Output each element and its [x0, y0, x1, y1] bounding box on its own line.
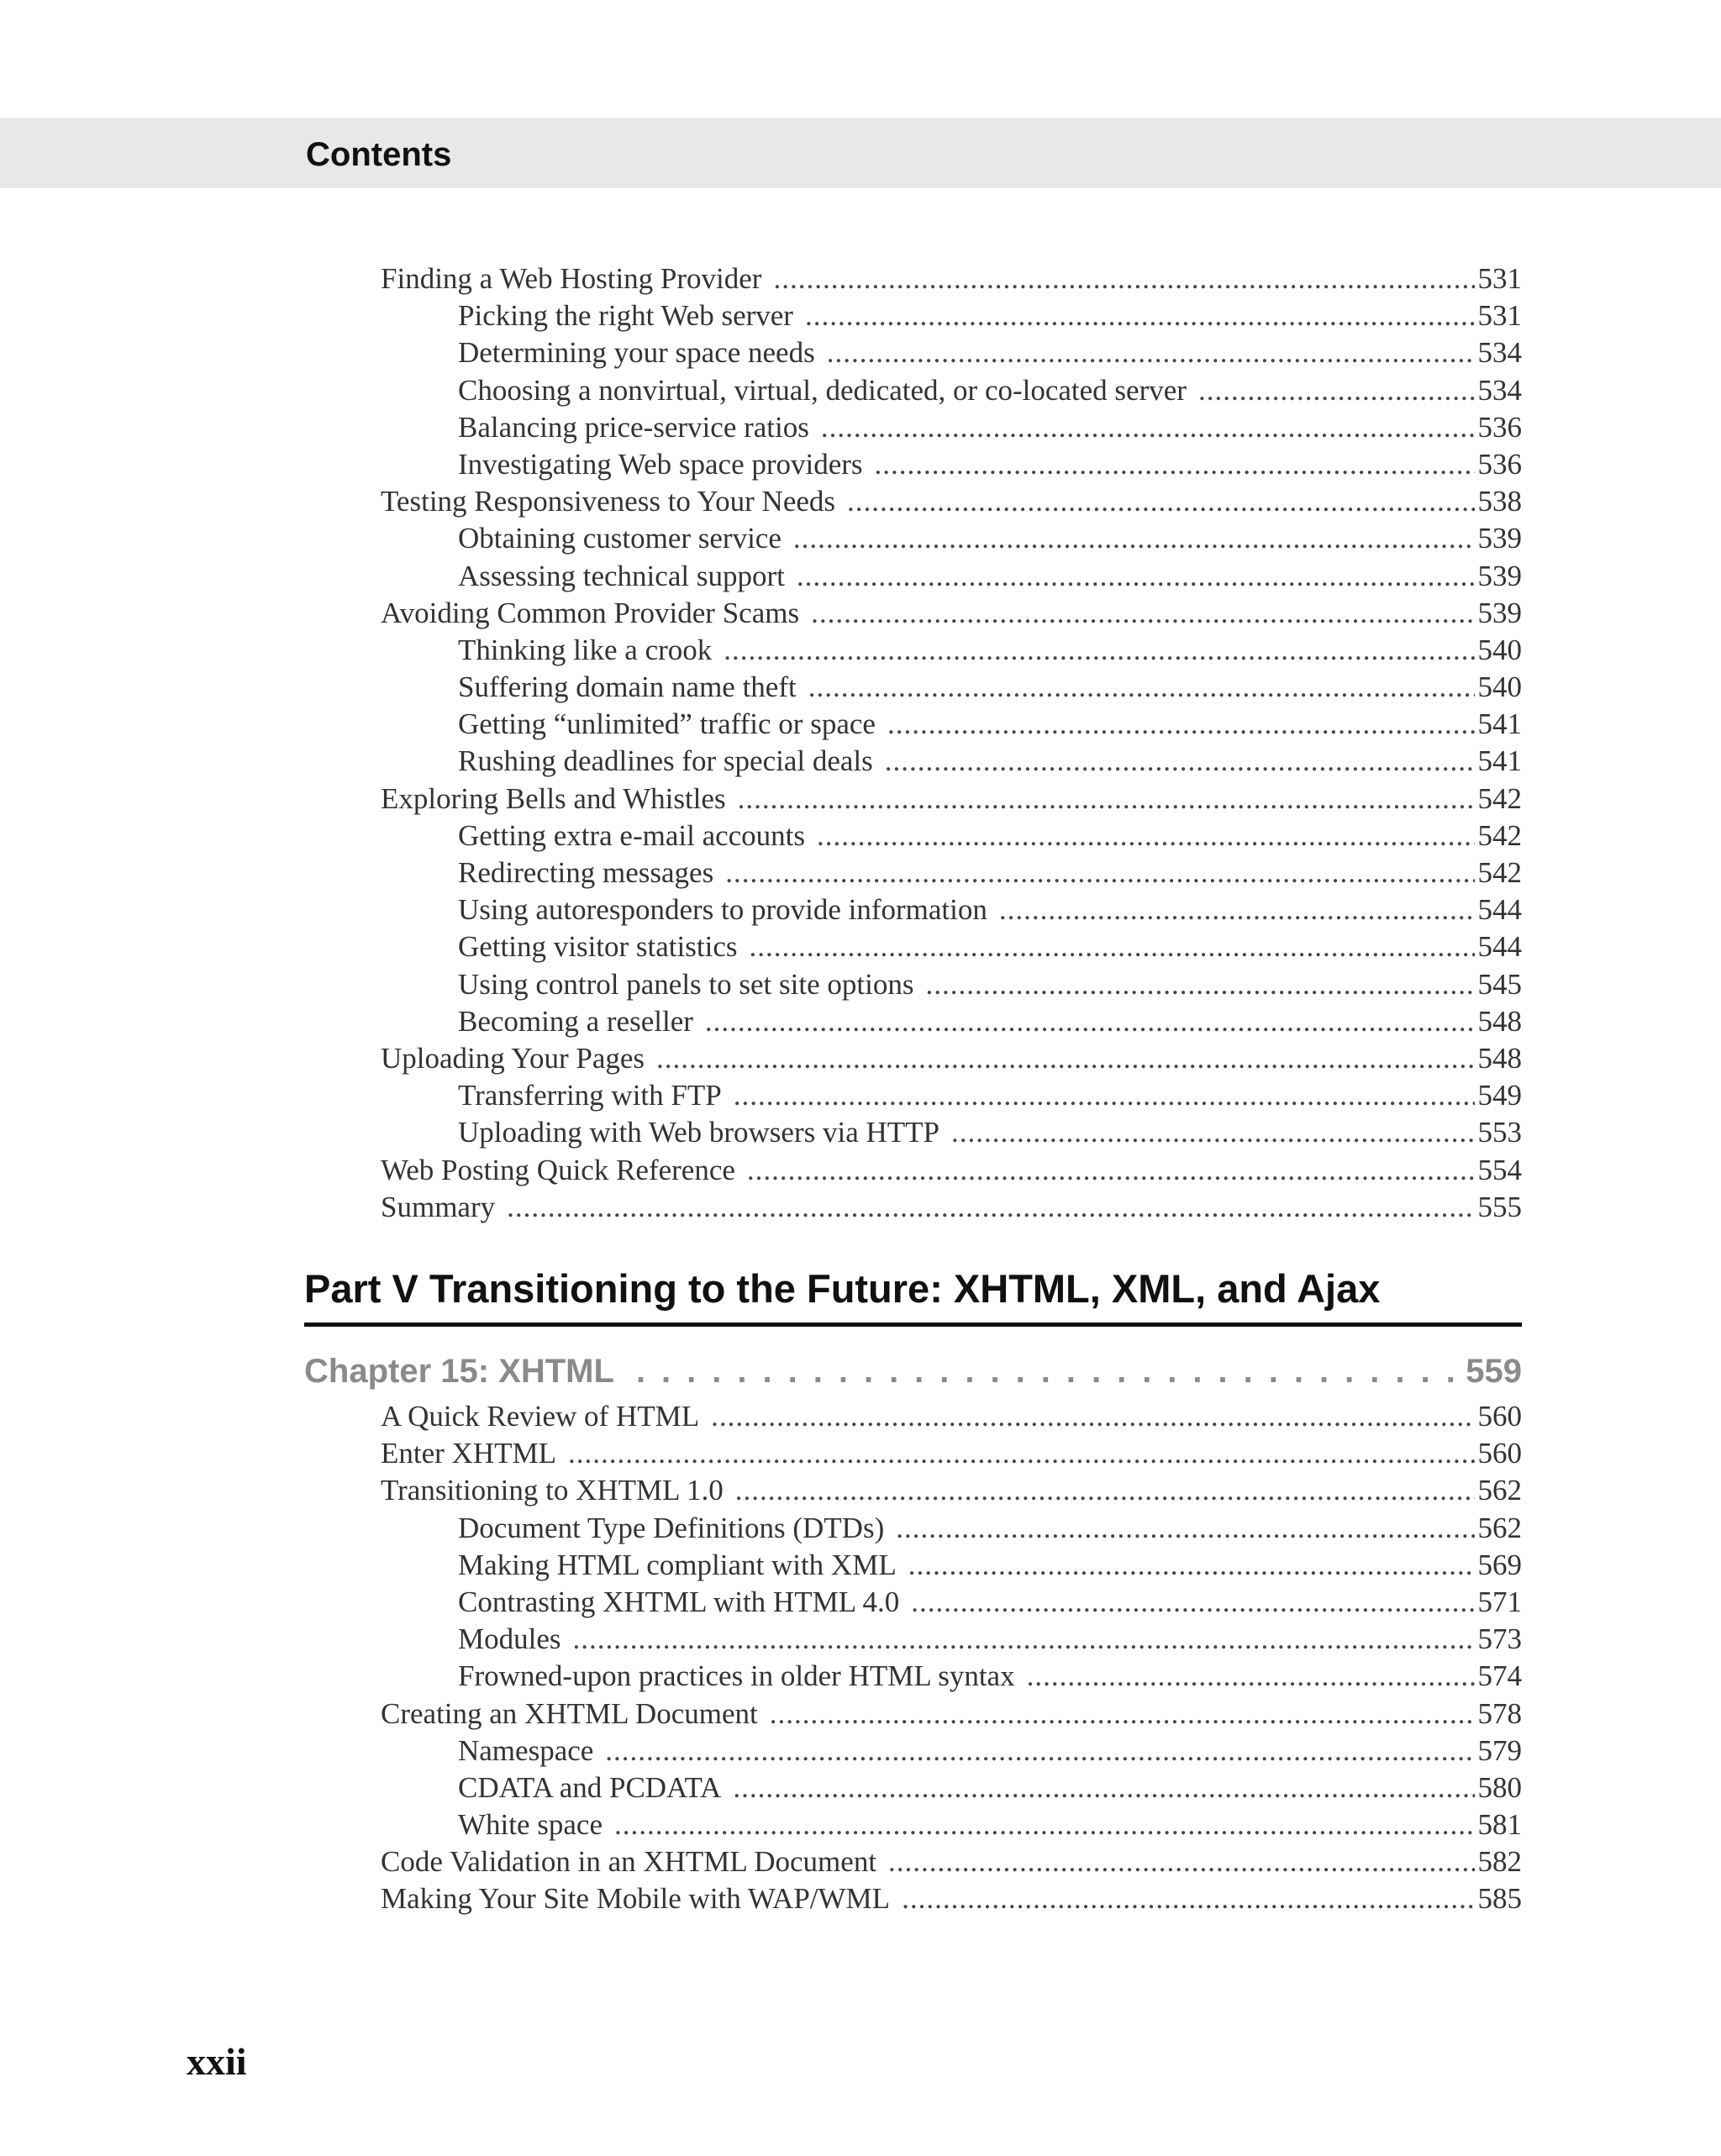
toc-entry-page: 540	[1477, 670, 1522, 704]
toc-entry-page: 544	[1477, 893, 1522, 927]
toc-entry-title: Creating an XHTML Document	[381, 1696, 758, 1730]
toc-entry-title: Enter XHTML	[381, 1437, 556, 1470]
toc-entry-page: 574	[1477, 1659, 1522, 1693]
toc-entry	[381, 485, 1522, 522]
toc-entry-title: Testing Responsiveness to Your Needs	[381, 485, 836, 518]
toc-entry-page: 579	[1477, 1733, 1522, 1767]
toc-leader-dots	[896, 1512, 1474, 1545]
toc-entry	[381, 1400, 1522, 1437]
toc-leader-dots	[568, 1437, 1475, 1470]
toc-entry	[381, 1191, 1522, 1228]
toc-entry	[381, 1882, 1522, 1919]
toc-leader-dots	[793, 522, 1475, 555]
toc-entry-page: 548	[1477, 1004, 1522, 1038]
toc-leader-dots	[614, 1808, 1475, 1842]
toc-entry-page: 539	[1477, 522, 1522, 555]
toc-entry-title: Redirecting messages	[458, 856, 714, 889]
toc-entry-page: 541	[1477, 744, 1522, 778]
toc-entry-page: 542	[1477, 781, 1522, 815]
toc-entry	[381, 670, 1522, 707]
toc-entry-page: 553	[1477, 1116, 1522, 1149]
toc-entry-page: 578	[1477, 1696, 1522, 1730]
toc-entry-page: 539	[1477, 559, 1522, 592]
toc-entry	[381, 1585, 1522, 1622]
toc-entry-title: Getting extra e-mail accounts	[458, 818, 806, 852]
toc-entry-page: 569	[1477, 1548, 1522, 1581]
toc-leader-dots	[749, 930, 1474, 964]
toc-entry-title: Uploading with Web browsers via HTTP	[458, 1116, 939, 1149]
toc-leader-dots	[847, 485, 1474, 518]
toc-entry	[381, 1549, 1522, 1585]
toc-entry-page: 548	[1477, 1041, 1522, 1075]
toc-entry-page: 545	[1477, 967, 1522, 1001]
toc-entry-page: 531	[1477, 262, 1522, 295]
toc-entry-title: A Quick Review of HTML	[381, 1400, 700, 1433]
toc-entry	[381, 1474, 1522, 1511]
toc-entry	[381, 819, 1522, 856]
toc-leader-dots	[770, 1697, 1475, 1731]
toc-entry-page: 560	[1477, 1437, 1522, 1470]
toc-leader-dots	[888, 1845, 1474, 1879]
toc-entry-page: 536	[1477, 410, 1522, 444]
toc-entry-title: Finding a Web Hosting Provider	[381, 262, 762, 295]
toc-entry-page: 542	[1477, 818, 1522, 852]
toc-entry-page: 580	[1477, 1770, 1522, 1804]
toc-entry-page: 562	[1477, 1474, 1522, 1507]
toc-entry-page: 571	[1477, 1585, 1522, 1618]
toc-entry-title: Rushing deadlines for special deals	[458, 744, 873, 778]
toc-leader-dots	[725, 856, 1474, 890]
toc-entry-title: Modules	[458, 1622, 561, 1656]
toc-entry	[381, 1622, 1522, 1659]
toc-entry	[381, 1512, 1522, 1549]
toc-entry-page: 573	[1477, 1622, 1522, 1656]
toc-entry-title: Getting “unlimited” traffic or space	[458, 707, 876, 741]
toc-leader-dots	[875, 448, 1475, 481]
toc-entry	[381, 968, 1522, 1005]
page-number: xxii	[187, 2040, 247, 2083]
toc-entry-page: 560	[1477, 1400, 1522, 1433]
toc-entry-page: 562	[1477, 1511, 1522, 1544]
toc-list-top	[381, 262, 1522, 1228]
toc-entry	[381, 1771, 1522, 1808]
toc-entry-title: Assessing technical support	[458, 559, 785, 592]
toc-leader-dots	[734, 1079, 1475, 1112]
toc-entry	[381, 1116, 1522, 1153]
toc-entry	[381, 1845, 1522, 1882]
toc-entry-title: Obtaining customer service	[458, 522, 782, 555]
toc-entry-title: Getting visitor statistics	[458, 930, 738, 964]
toc-entry-title: Picking the right Web server	[458, 299, 793, 333]
toc-entry	[381, 634, 1522, 670]
toc-leader-dots	[711, 1400, 1474, 1433]
toc-entry-page: 538	[1477, 485, 1522, 518]
toc-leader-dots	[735, 1474, 1475, 1507]
toc-leader-dots	[908, 1549, 1475, 1582]
toc-entry	[381, 1437, 1522, 1474]
toc-entry	[381, 930, 1522, 967]
toc-entry-title: Transferring with FTP	[458, 1079, 722, 1112]
toc-entry-page: 555	[1477, 1190, 1522, 1223]
running-header-band	[0, 118, 1721, 188]
toc-entry-title: Contrasting XHTML with HTML 4.0	[458, 1585, 900, 1618]
toc-leader-dots	[773, 262, 1474, 296]
toc-entry-title: Web Posting Quick Reference	[381, 1153, 735, 1186]
toc-leader-dots	[797, 560, 1475, 593]
toc-leader-dots	[733, 1771, 1474, 1805]
toc-entry-page: 541	[1477, 707, 1522, 741]
toc-entry-page: 582	[1477, 1845, 1522, 1879]
toc-list-chapter	[381, 1400, 1522, 1920]
toc-entry	[381, 707, 1522, 744]
toc-entry-title: Namespace	[458, 1733, 594, 1767]
toc-entry-title: Uploading Your Pages	[381, 1041, 645, 1075]
toc-entry-title: Code Validation in an XHTML Document	[381, 1845, 877, 1879]
toc-entry	[381, 522, 1522, 559]
toc-entry-title: Making HTML compliant with XML	[458, 1548, 897, 1581]
toc-leader-dots	[724, 634, 1474, 667]
toc-entry-page: 539	[1477, 596, 1522, 629]
toc-entry-title: Balancing price-service ratios	[458, 410, 809, 444]
toc-entry	[381, 448, 1522, 485]
toc-leader-dots	[902, 1882, 1474, 1916]
toc-entry	[381, 262, 1522, 299]
toc-leader-dots	[827, 336, 1475, 370]
toc-entry	[381, 299, 1522, 336]
toc-entry	[381, 336, 1522, 373]
part-title: Part V Transitioning to the Future: XHTML, XML, and Ajax	[304, 1260, 1522, 1327]
toc-entry-page: 531	[1477, 299, 1522, 333]
toc-entry	[381, 1154, 1522, 1191]
toc-entry	[381, 1659, 1522, 1696]
toc-leader-dots	[573, 1622, 1475, 1656]
toc-leader-dots	[705, 1005, 1475, 1039]
toc-entry-title: Frowned-upon practices in older HTML syntax	[458, 1659, 1015, 1693]
toc-leader-dots	[805, 299, 1475, 333]
toc-entry	[381, 1042, 1522, 1079]
toc-entry-title: Document Type Definitions (DTDs)	[458, 1511, 885, 1544]
toc-entry-title: Suffering domain name theft	[458, 670, 797, 704]
toc-entry	[381, 782, 1522, 819]
toc-entry-title: White space	[458, 1808, 603, 1842]
toc-entry-title: Determining your space needs	[458, 336, 815, 370]
toc-leader-dots	[808, 670, 1475, 704]
chapter-leader-dots	[636, 1346, 1457, 1396]
toc-entry-title: Investigating Web space providers	[458, 447, 863, 481]
toc-entry	[381, 744, 1522, 781]
toc-entry-title: Becoming a reseller	[458, 1004, 693, 1038]
toc-leader-dots	[747, 1154, 1475, 1187]
toc-entry-title: Making Your Site Mobile with WAP/WML	[381, 1882, 891, 1916]
toc-entry	[381, 1808, 1522, 1845]
toc-entry-page: 540	[1477, 633, 1522, 666]
toc-entry-title: Transitioning to XHTML 1.0	[381, 1474, 724, 1507]
toc-entry-page: 581	[1477, 1808, 1522, 1842]
toc-entry	[381, 1079, 1522, 1116]
toc-entry-page: 544	[1477, 930, 1522, 964]
toc-entry-page: 585	[1477, 1882, 1522, 1916]
toc-entry	[381, 893, 1522, 930]
toc-leader-dots	[738, 782, 1475, 816]
toc-entry	[381, 374, 1522, 411]
toc-entry	[381, 597, 1522, 634]
toc-leader-dots	[817, 819, 1474, 853]
toc-leader-dots	[507, 1191, 1474, 1224]
toc-entry-title: Exploring Bells and Whistles	[381, 781, 726, 815]
toc-leader-dots	[605, 1734, 1474, 1768]
toc-entry-page: 536	[1477, 447, 1522, 481]
toc-entry	[381, 411, 1522, 448]
toc-entry-page: 554	[1477, 1153, 1522, 1186]
toc-entry-title: Choosing a nonvirtual, virtual, dedicated, or co-located server	[458, 373, 1187, 407]
toc-leader-dots	[999, 893, 1475, 927]
toc-leader-dots	[821, 411, 1475, 444]
toc-entry-page: 542	[1477, 856, 1522, 889]
toc-entry-title: Using control panels to set site options	[458, 967, 914, 1001]
toc-entry-title: Thinking like a crook	[458, 633, 713, 666]
running-header-title: Contents	[306, 136, 452, 173]
toc-entry-title: Using autoresponders to provide information	[458, 893, 987, 927]
toc-entry	[381, 1697, 1522, 1734]
chapter-heading	[304, 1346, 1522, 1396]
toc-entry	[381, 1734, 1522, 1771]
toc-entry	[381, 560, 1522, 597]
toc-entry-title: Avoiding Common Provider Scams	[381, 596, 800, 629]
toc-entry-title: CDATA and PCDATA	[458, 1770, 722, 1804]
toc-leader-dots	[656, 1042, 1474, 1075]
chapter-title: Chapter 15: XHTML	[304, 1353, 614, 1390]
toc-leader-dots	[811, 597, 1474, 630]
toc-leader-dots	[887, 707, 1475, 741]
toc-entry	[381, 1005, 1522, 1042]
toc-leader-dots	[885, 744, 1475, 778]
toc-entry-page: 549	[1477, 1079, 1522, 1112]
toc-leader-dots	[925, 968, 1474, 1002]
toc-leader-dots	[951, 1116, 1475, 1149]
toc-entry	[381, 856, 1522, 893]
toc-entry-title: Summary	[381, 1190, 496, 1223]
chapter-page: 559	[1466, 1353, 1522, 1390]
toc-leader-dots	[911, 1585, 1474, 1619]
toc-leader-dots	[1027, 1659, 1475, 1693]
toc-entry-page: 534	[1477, 336, 1522, 370]
toc-leader-dots	[1198, 374, 1475, 408]
toc-entry-page: 534	[1477, 373, 1522, 407]
